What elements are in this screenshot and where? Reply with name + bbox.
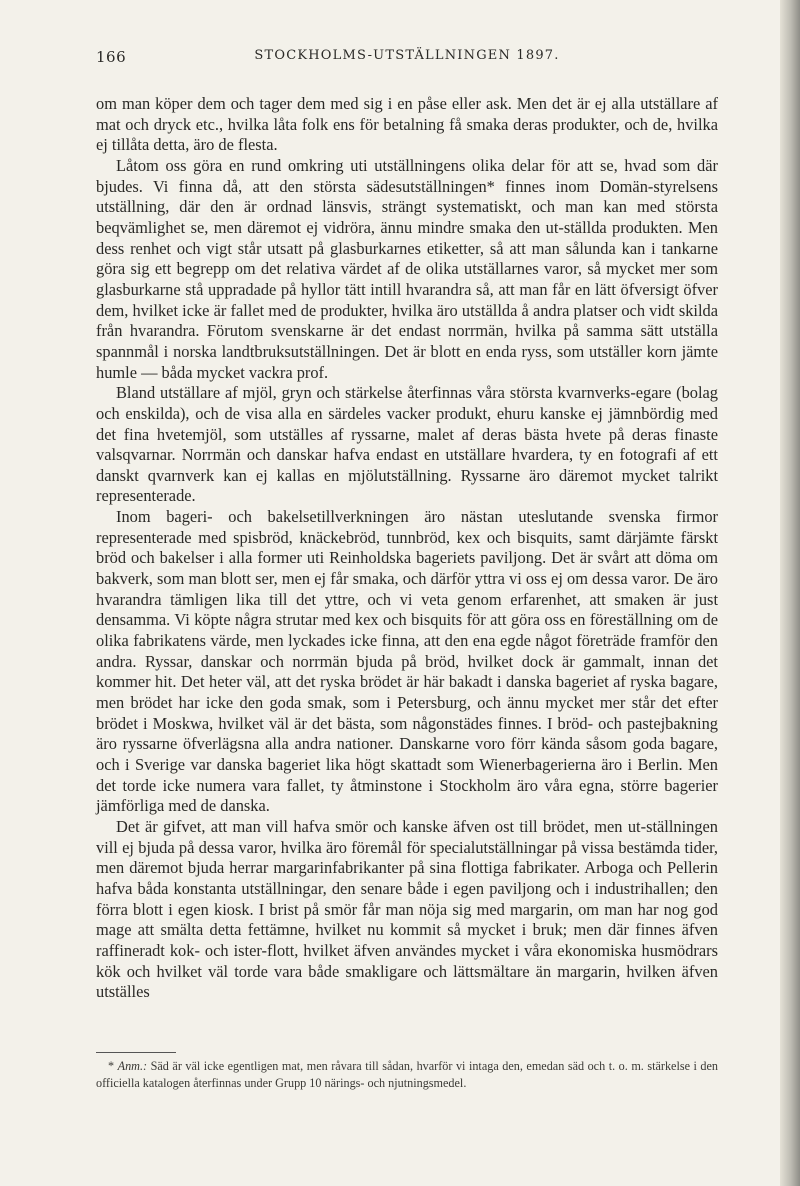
footnote-label: Anm.: [117,1059,148,1073]
paragraph-4: Inom bageri- och bakelsetillverkningen äro nästan uteslutande svenska firmor representerade med spisbröd, knäckebröd, tunnbröd, kex och bisquits, samt därjämte färskt bröd och bakelser i alla former uti Reinholdska bageriets paviljong. Det är svårt att döma om bakverk, som man blott ser, men ej får smaka, och därför yttra vi oss ej om dessa varor. De äro hvarandra tämligen lika till det yttre, och vi veta genom erfarenhet, att smaken är just densamma. Vi köpte några strutar med kex och bisquits för att göra oss en föreställning om de olika fabrikatens värde, men lyckades icke finna, att den ena egde något företräde framför den andra. Ryssar, danskar och norrmän bjuda på bröd, hvilket dock är gammalt, innan det kommer hit. Det heter väl, att det ryska brödet är här bakadt i danska bageriet af ryska bagare, men brödet har icke den goda smak, som i Petersburg, och ännu mycket mer står det efter brödet i Moskwa, hvilket väl är det bästa, som någonstädes finnes. I bröd- och pastejbakning äro ryssarne öfverlägsna alla andra nationer. Danskarne voro förr kända såsom goda bagare, och i Sverige var danska bageriet lika högt skattadt som Wienerbagerierna äro i Berlin. Men det torde icke numera vara fallet, ty åtminstone i Stockholm äro våra egna, större bagerier jämförliga med de danska. [96,507,718,816]
footnote [96,1058,718,1092]
paragraph-1: om man köper dem och tager dem med sig i en påse eller ask. Men det är ej alla utställare af mat och dryck etc., hvilka låta folk ens för betalning få smaka deras produkter, och de, hvilka ej tillåta detta, äro de flesta. [96,94,718,155]
page-edge-shadow [780,0,800,1186]
paragraph-5: Det är gifvet, att man vill hafva smör och kanske äfven ost till brödet, men ut-ställningen vill ej bjuda på dessa varor, hvilka äro föremål för specialutställningar på vissa bestämda tider, men däremot bjuda herrar margarinfabrikanter på sina flottiga fabrikater. Arboga och Pellerin hafva båda konstanta utställningar, den senare både i egen paviljong och i industrihallen; den förra blott i egen kiosk. I brist på smör får man nöja sig med margarin, om man har nog god mage att smälta detta fettämne, hvilket nu kommit så mycket i bruk; men där finnes äfven raffineradt kok- och ister-flott, hvilket äfven användes mycket i våra ekonomiska husmödrars kök och hvilket väl torde vara både smakligare och lättsmältare än margarin, hvilken äfven utställes [96,816,718,1002]
paragraph-3: Bland utställare af mjöl, gryn och stärkelse återfinnas våra största kvarnverks-egare (bolag och enskilda), och de visa alla en särdeles vacker produkt, ehuru kanske ej jämnbördig med det fina hvetemjöl, som utställes af ryssarne, malet af deras bästa hvete på deras finaste valsqvarnar. Norrmän och danskar hafva endast en utställare hvardera, ty en fotografi af ett danskt qvarnverk kan ej kallas en mjölutställning. Ryssarne äro däremot mycket talrikt representerade. [96,383,718,506]
footnote-text: Säd är väl icke egentligen mat, men råvara till sådan, hvarför vi intaga den, emedan säd och t. o. m. stärkelse i den officiella katalogen återfinnas under Grupp 10 närings- och njutningsmedel. [96,1059,719,1090]
footnote-rule [96,1052,176,1053]
paragraph-2: Låtom oss göra en rund omkring uti utställningens olika delar för att se, hvad som där bjudes. Vi finna då, att den största sädesutställningen* finnes inom Domän-styrelsens utställning, där den är ordnad länsvis, strängt systematiskt, och man kan med största beqvämlighet se, men däremot ej vidröra, ännu mindre smaka den ut-ställda produkten. Men dess renhet och vigt står utsatt på glasburkarnes etiketter, så att man sålunda kan i tankarne göra sig ett begrepp om det relativa värdet af de olika utställarnes varor, så mycket mer som glasburkarne stå uppradade på hyllor tätt intill hvarandra så, att man får en lätt öfversigt öfver dem, hvilket icke är fallet med de produkter, hvilka äro utställda å andra platser och vidt skilda från hvarandra. Förutom svenskarne är det endast norrmän, hvilka på samma sätt utställa spannmål i norska landtbruksutställningen. Det är blott en enda ryss, som utställer korn jämte humle — båda mycket vackra prof. [96,155,718,382]
page-number: 166 [96,48,127,66]
running-title: STOCKHOLMS-UTSTÄLLNINGEN 1897. [254,48,560,63]
body-text [96,94,718,1003]
footnote-marker: * [108,1059,115,1073]
page-header [96,48,718,70]
